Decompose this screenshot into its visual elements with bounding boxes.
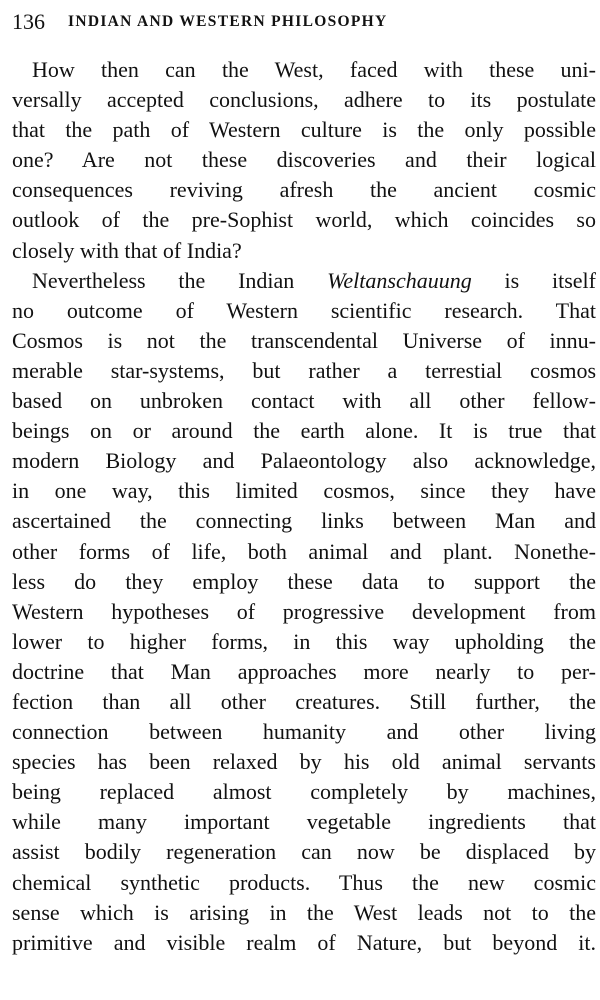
text-line: lower to higher forms, in this way upholding the bbox=[12, 628, 596, 654]
paragraph-2 bbox=[12, 266, 596, 958]
text-line: outlook of the pre-Sophist world, which coincides so bbox=[12, 207, 596, 233]
text-line: Western hypotheses of progressive development from bbox=[12, 598, 596, 624]
text-line: ascertained the connecting links between Man and bbox=[12, 508, 596, 534]
text-line: closely with that of India? bbox=[12, 237, 242, 263]
running-head bbox=[12, 8, 588, 38]
text-fragment: is itself bbox=[471, 267, 596, 293]
paragraph-1 bbox=[12, 55, 596, 266]
text-line: less do they employ these data to support the bbox=[12, 568, 596, 594]
text-line: other forms of life, both animal and plant. Nonethe- bbox=[12, 538, 596, 564]
italic-term: Weltanschauung bbox=[327, 267, 472, 293]
text-line: How then can the West, faced with these uni- bbox=[32, 57, 596, 82]
text-line: one? Are not these discoveries and their logical bbox=[12, 147, 596, 173]
text-line: chemical synthetic products. Thus the new cosmic bbox=[12, 869, 596, 895]
text-line: doctrine that Man approaches more nearly to per- bbox=[12, 658, 596, 684]
text-fragment: Nevertheless the Indian bbox=[32, 267, 328, 293]
text-line: beings on or around the earth alone. It is true that bbox=[12, 418, 596, 444]
text-line: primitive and visible realm of Nature, but beyond it. bbox=[12, 929, 596, 955]
text-line: in one way, this limited cosmos, since they have bbox=[12, 478, 596, 504]
text-line: no outcome of Western scientific research. That bbox=[12, 297, 596, 323]
text-line: while many important vegetable ingredients that bbox=[12, 809, 596, 835]
page-number: 136 bbox=[12, 9, 45, 34]
text-line: versally accepted conclusions, adhere to its postulate bbox=[12, 87, 596, 113]
text-line: sense which is arising in the West leads not to the bbox=[12, 899, 596, 925]
running-title: INDIAN AND WESTERN PHILOSOPHY bbox=[68, 13, 388, 30]
text-line: based on unbroken contact with all other fellow- bbox=[12, 388, 596, 414]
text-line: consequences reviving afresh the ancient cosmic bbox=[12, 177, 596, 203]
text-line: connection between humanity and other living bbox=[12, 719, 596, 745]
text-line: merable star-systems, but rather a terrestial cosmos bbox=[12, 357, 596, 383]
text-line bbox=[12, 266, 596, 296]
text-line: being replaced almost completely by machines, bbox=[12, 779, 596, 805]
text-line: modern Biology and Palaeontology also acknowledge, bbox=[12, 448, 596, 474]
text-line: species has been relaxed by his old animal servants bbox=[12, 749, 596, 775]
text-line: Cosmos is not the transcendental Universe of innu- bbox=[12, 327, 596, 353]
text-line: fection than all other creatures. Still further, the bbox=[12, 688, 596, 714]
text-line: that the path of Western culture is the only possible bbox=[12, 117, 596, 143]
text-line: assist bodily regeneration can now be displaced by bbox=[12, 839, 596, 865]
body-text bbox=[12, 55, 596, 958]
